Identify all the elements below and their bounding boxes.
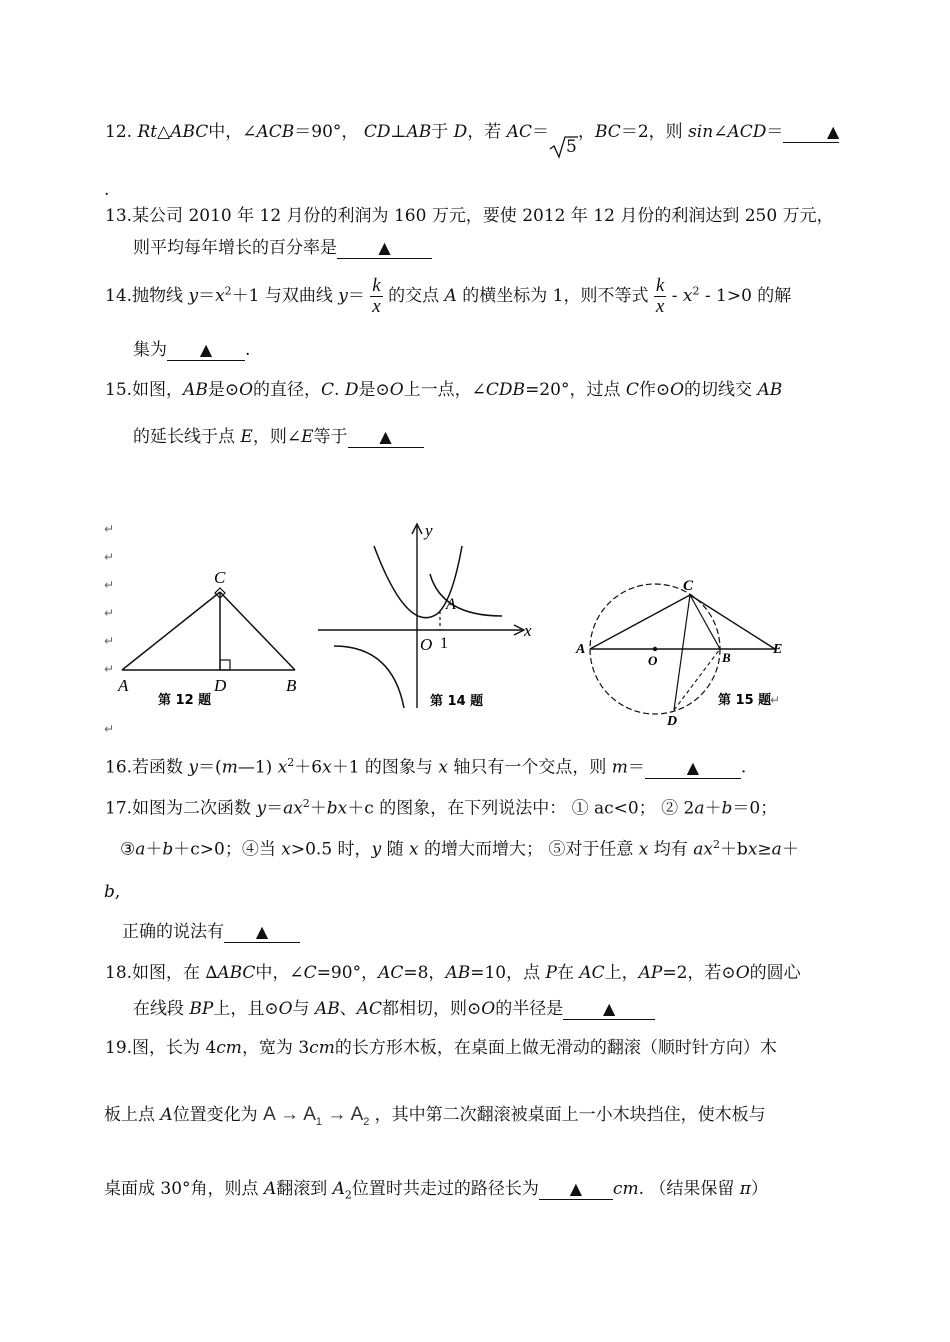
para-mark: ↵ — [104, 662, 115, 676]
fig12-label-d: D — [214, 676, 227, 695]
q14-line2: 集为 ▲ . — [133, 340, 251, 360]
q12-dot: . — [104, 180, 110, 200]
fraction-k-over-x-2: $\frac{k}{x}$ — [655, 275, 665, 317]
para-mark: ↵ — [104, 578, 115, 592]
fig15-caption: 第 15 题 — [718, 693, 772, 708]
fig12-label-a: A — [118, 676, 129, 695]
q17-line1: 17.如图为二次函数 $y=ax^2+bx+c$ 的图象，在下列说法中： ① ac<0； ② 2a＋b＝0； — [105, 797, 778, 819]
q17-line2: ③a＋b＋c>0；④当 x>0.5 时，y 随 x 的增大而增大； ⑤对于任意 x 均有 $ax^2+bx\ge a+$ — [120, 838, 799, 860]
fig12-caption: 第 12 题 — [158, 693, 212, 708]
q17-line4: 正确的说法有 ▲ — [122, 920, 300, 944]
fig15-para-mark: ↵ — [770, 693, 781, 707]
q19-line3: 桌面成 30°角，则点 A翻滚到 $A_2$位置时共走过的路径长为 ▲ cm. （结果保留 π） — [104, 1179, 768, 1202]
figure-14 — [312, 518, 542, 713]
q16-line: 16.若函数 y＝(m—1) $x^2+6x+1$ 的图象与 x 轴只有一个交点，则 m＝ ▲ . — [105, 756, 747, 778]
para-mark: ↵ — [104, 550, 115, 564]
q13-line2: 则平均每年增长的百分率是 ▲ — [133, 236, 432, 260]
fig14-label-o: O — [420, 635, 433, 654]
figure-15 — [570, 535, 800, 740]
answer-blank-16[interactable]: ▲ — [645, 758, 741, 779]
fig15-label-b: B — [722, 650, 731, 665]
fig14-label-y: y — [425, 521, 433, 540]
answer-blank-17[interactable]: ▲ — [224, 922, 300, 943]
figure-12 — [110, 565, 310, 710]
answer-blank-13[interactable]: ▲ — [337, 238, 432, 259]
q12-sqrt: 5 — [548, 134, 589, 160]
fig12-label-c: C — [214, 568, 226, 587]
q14-line1: 14.抛物线 $y=x^2+1$ 与双曲线 y＝ $\frac{k}{x}$ 的交点 A 的横坐标为 1，则不等式 $\frac{k}{x}$ - $x^2 - 1>0$ 的解 — [105, 275, 792, 317]
answer-blank-19[interactable]: ▲ — [539, 1179, 613, 1200]
position-sequence: $A \to A_1 \to A_2$ — [263, 1104, 370, 1128]
q19-line1: 19.图，长为 4cm，宽为 3cm的长方形木板，在桌面上做无滑动的翻滚（顺时针方向）木 — [105, 1038, 777, 1058]
answer-blank-12[interactable]: ▲ — [783, 122, 839, 143]
q19-line2: 板上点 A位置变化为 $A \to A_1 \to A_2$ ，其中第二次翻滚被桌面上一小木块挡住，使木板与 — [104, 1104, 766, 1128]
fig12-label-b: B — [286, 676, 297, 695]
q17-line3: b, — [104, 882, 121, 902]
fig15-label-e: E — [773, 642, 783, 657]
fig14-caption: 第 14 题 — [430, 694, 484, 709]
q12-line1-rest: ，BC＝2，则 sin∠ACD＝ ▲ — [578, 122, 840, 142]
para-mark: ↵ — [104, 634, 115, 648]
q18-line2: 在线段 BP上，且⊙O与 AB、AC都相切，则⊙O的半径是 ▲ — [133, 997, 655, 1021]
q18-line1: 18.如图，在 ∆ABC中，∠C=90°，AC=8，AB=10，点 P在 AC上，AP=2，若⊙O的圆心 — [105, 963, 801, 983]
q15-line1: 15.如图，AB是⊙O的直径，C. D是⊙O上一点，∠CDB=20°，过点 C作⊙O的切线交 AB — [105, 380, 783, 400]
fig14-label-a: A — [446, 596, 456, 613]
fraction-k-over-x: $\frac{k}{x}$ — [372, 275, 381, 317]
fig15-label-o: O — [648, 653, 658, 668]
fig14-label-1: 1 — [440, 635, 448, 652]
fig15-label-d: D — [667, 714, 678, 729]
answer-blank-18[interactable]: ▲ — [563, 999, 655, 1020]
answer-blank-15[interactable]: ▲ — [348, 427, 424, 448]
q15-line2: 的延长线于点 E，则∠E等于 ▲ — [133, 425, 424, 449]
fig15-label-c: C — [683, 578, 694, 594]
q13-line1: 13.某公司 2010 年 12 月份的利润为 160 万元，要使 2012 年 12 月份的利润达到 250 万元， — [105, 206, 834, 226]
fig14-label-x: x — [524, 621, 532, 640]
answer-blank-14[interactable]: ▲ — [167, 340, 245, 361]
fig15-label-a: A — [576, 642, 586, 657]
para-mark: ↵ — [104, 722, 115, 736]
para-mark: ↵ — [104, 522, 115, 536]
para-mark: ↵ — [104, 606, 115, 620]
q12-line1: 12. Rt△ABC中，∠ACB＝90°， CD⊥AB于 D，若 AC＝ — [105, 122, 550, 142]
